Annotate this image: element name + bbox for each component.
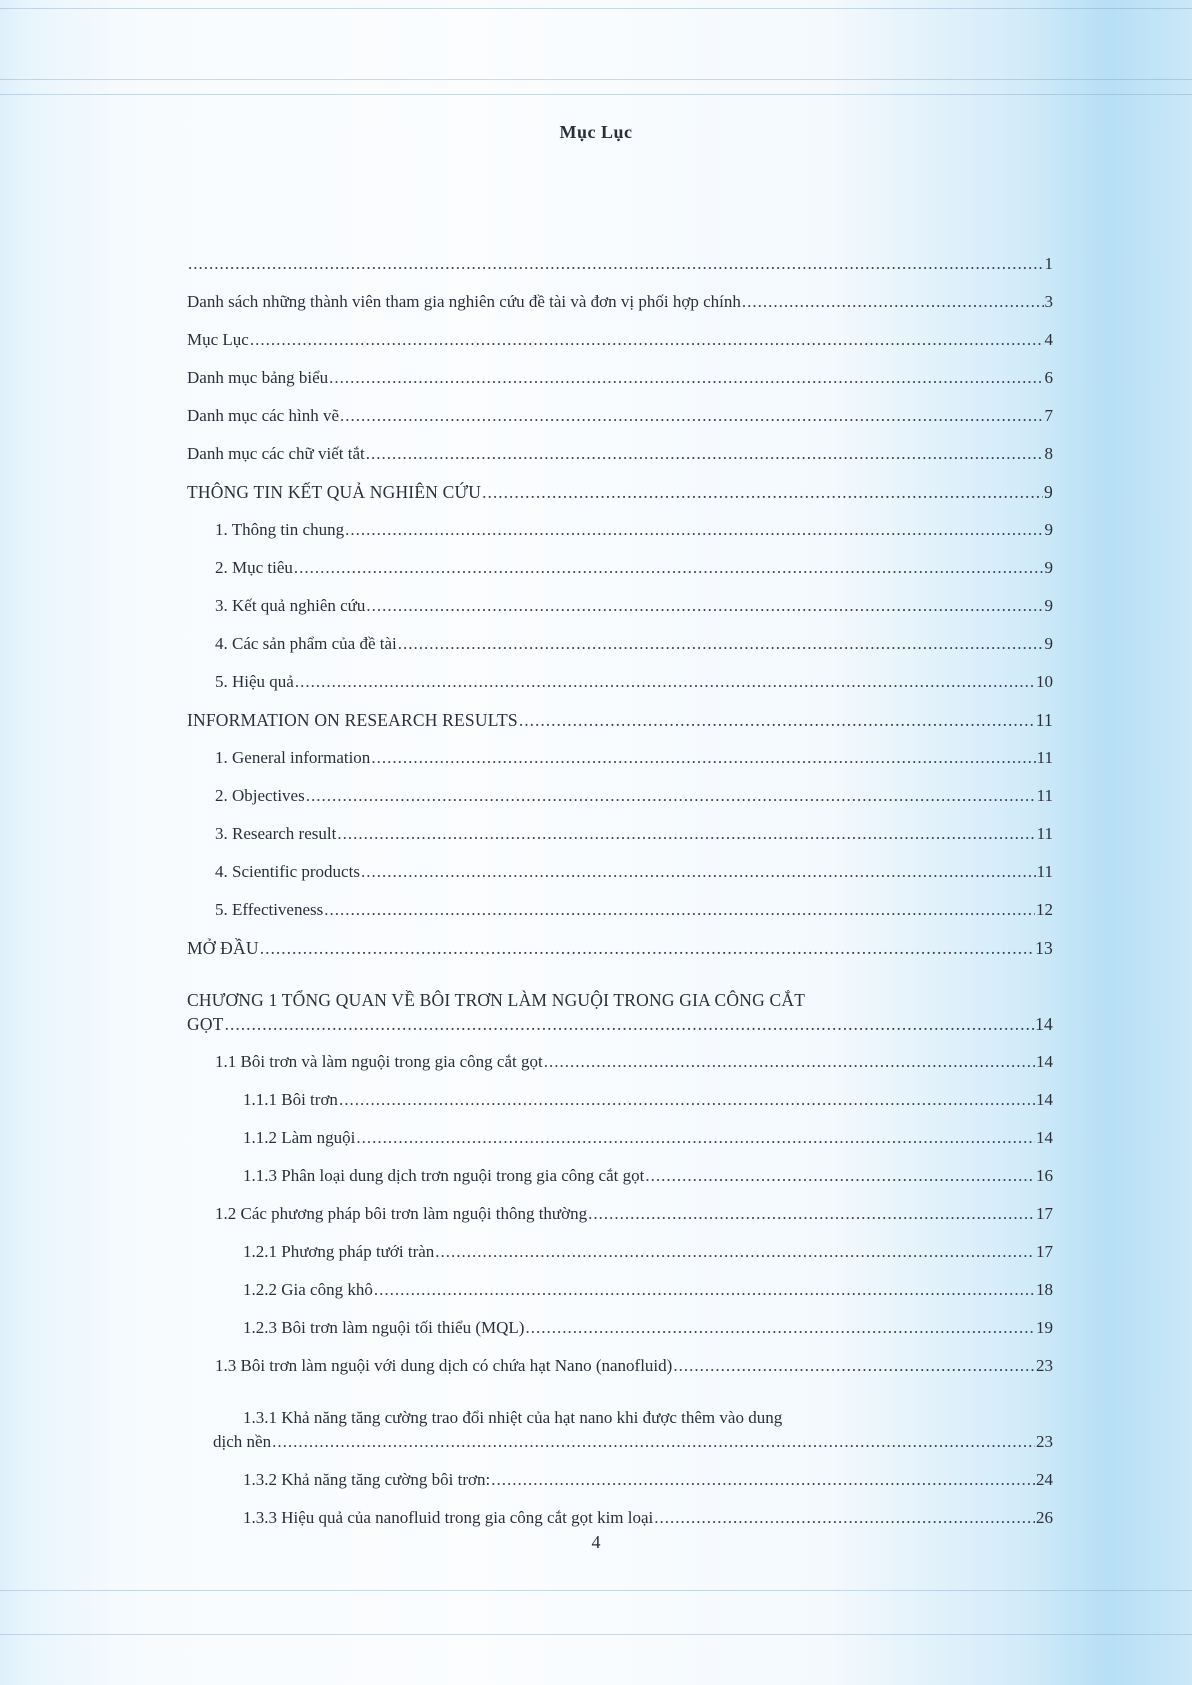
toc-entry-label: 2. Mục tiêu: [215, 558, 293, 577]
page-title: Mục Lục: [559, 122, 633, 142]
toc-entry-page: 11: [1035, 710, 1053, 730]
toc-entry-page: 6: [1044, 368, 1053, 387]
dot-leader: [295, 672, 1035, 692]
toc-entry-page: 14: [1036, 1090, 1053, 1109]
toc-entry[interactable]: [187, 658, 1053, 696]
toc-entry-label: 2. Objectives: [215, 786, 305, 805]
toc-entry-page: 11: [1036, 824, 1053, 843]
toc-entry[interactable]: [187, 506, 1053, 544]
toc-entry-label: 1.1 Bôi trơn và làm nguội trong gia công cắt gọt: [215, 1052, 543, 1071]
toc-entry-page: 3: [1044, 292, 1053, 311]
dot-leader: [544, 1052, 1035, 1072]
toc-entry-page: 14: [1036, 1052, 1053, 1071]
toc-entry-label: Danh sách những thành viên tham gia nghiên cứu đề tài và đơn vị phối hợp chính: [187, 292, 741, 311]
toc-entry-label: 5. Hiệu quả: [215, 672, 294, 691]
toc-entry-label: 1.3.2 Khả năng tăng cường bôi trơn:: [243, 1470, 491, 1489]
toc-entry-label: Danh mục các chữ viết tắt: [187, 444, 365, 463]
toc-entry-page: 10: [1036, 672, 1053, 691]
toc-entry-page: 18: [1036, 1280, 1053, 1299]
toc-entry[interactable]: [187, 924, 1053, 962]
toc-entry-label: 5. Effectiveness: [215, 900, 324, 919]
toc-entry-page: 16: [1036, 1166, 1053, 1185]
toc-entry-page: 19: [1036, 1318, 1053, 1337]
toc-entry-label: 3. Research result: [215, 824, 337, 843]
toc-entry-page: 23: [1036, 1356, 1053, 1375]
toc-entry-page: 9: [1044, 634, 1053, 653]
toc-entry-label: Danh mục bảng biểu: [187, 368, 329, 387]
toc-entry-page: 23: [1036, 1432, 1053, 1451]
toc-entry-page: 1: [1044, 254, 1053, 273]
toc-entry-label: 1.2.2 Gia công khô: [243, 1280, 373, 1299]
toc-entry[interactable]: [187, 1456, 1053, 1494]
toc-entry[interactable]: [187, 1190, 1053, 1228]
dot-leader: [482, 482, 1043, 502]
toc-entry-label: 1.2 Các phương pháp bôi trơn làm nguội thông thường: [215, 1204, 588, 1223]
toc-entry-label: 3. Kết quả nghiên cứu: [215, 596, 366, 615]
dot-leader: [435, 1242, 1035, 1262]
scan-line: [0, 1590, 1192, 1591]
dot-leader: [525, 1318, 1035, 1338]
toc-entry[interactable]: [187, 1114, 1053, 1152]
toc-entry[interactable]: [187, 848, 1053, 886]
toc-entry[interactable]: [187, 1076, 1053, 1114]
toc-entry[interactable]: [187, 354, 1053, 392]
toc-entry[interactable]: [187, 810, 1053, 848]
dot-leader: [345, 520, 1043, 540]
toc-entry[interactable]: [187, 1038, 1053, 1076]
toc-entry-label-continued: GỌT: [187, 1014, 224, 1034]
toc-entry-page: 24: [1036, 1470, 1053, 1489]
toc-entry-label: 1. Thông tin chung: [215, 520, 345, 539]
dot-leader: [250, 330, 1044, 350]
dot-leader: [272, 1432, 1035, 1452]
toc-entry-page: 11: [1036, 748, 1053, 767]
dot-leader: [491, 1470, 1035, 1490]
toc-entry-page: 7: [1044, 406, 1053, 425]
toc-entry-label: 4. Scientific products: [215, 862, 360, 881]
dot-leader: [188, 254, 1044, 274]
toc-entry[interactable]: [187, 620, 1053, 658]
dot-leader: [356, 1128, 1035, 1148]
scan-line: [0, 8, 1192, 9]
toc-entry-page: 17: [1036, 1242, 1053, 1261]
toc-entry[interactable]: [187, 582, 1053, 620]
dot-leader: [339, 1090, 1035, 1110]
toc-entry[interactable]: [187, 696, 1053, 734]
dot-leader: [329, 368, 1043, 388]
dot-leader: [654, 1508, 1035, 1528]
toc-entry[interactable]: [187, 1494, 1053, 1532]
scan-line: [0, 79, 1192, 80]
toc-entry-page: 9: [1044, 482, 1053, 502]
toc-entry-label: 1.3.1 Khả năng tăng cường trao đổi nhiệt của hạt nano khi được thêm vào dung: [243, 1408, 783, 1427]
dot-leader: [294, 558, 1044, 578]
toc-entry-label: 1.1.3 Phân loại dung dịch trơn nguội trong gia công cắt gọt: [243, 1166, 645, 1185]
toc-entry[interactable]: [187, 544, 1053, 582]
toc-entry[interactable]: [187, 734, 1053, 772]
dot-leader: [225, 1014, 1035, 1034]
dot-leader: [324, 900, 1035, 920]
toc-entry-label: Danh mục các hình vẽ: [187, 406, 339, 425]
toc-entry[interactable]: [187, 886, 1053, 924]
toc-entry[interactable]: [187, 278, 1053, 316]
table-of-contents: [187, 240, 1053, 1532]
toc-entry-page: 9: [1044, 520, 1053, 539]
toc-entry-page: 14: [1036, 1128, 1053, 1147]
toc-entry[interactable]: [187, 1228, 1053, 1266]
toc-entry[interactable]: [187, 392, 1053, 430]
toc-entry-label: 1.2.3 Bôi trơn làm nguội tối thiểu (MQL): [243, 1318, 525, 1337]
toc-entry-page: 11: [1036, 862, 1053, 881]
toc-entry[interactable]: [187, 1342, 1053, 1380]
dot-leader: [260, 938, 1034, 958]
toc-entry-label: Mục Lục: [187, 330, 249, 349]
toc-entry-label: MỞ ĐẦU: [187, 938, 259, 958]
toc-entry-page: 11: [1036, 786, 1053, 805]
toc-entry[interactable]: [187, 1152, 1053, 1190]
dot-leader: [366, 596, 1043, 616]
dot-leader: [371, 748, 1035, 768]
toc-entry[interactable]: [187, 962, 1053, 1038]
toc-entry[interactable]: [187, 430, 1053, 468]
toc-entry-page: 12: [1036, 900, 1053, 919]
scan-line: [0, 1634, 1192, 1635]
dot-leader: [519, 710, 1035, 730]
toc-entry[interactable]: [187, 240, 1053, 278]
toc-entry-label: 1.1.2 Làm nguội: [243, 1128, 356, 1147]
toc-entry-label: THÔNG TIN KẾT QUẢ NGHIÊN CỨU: [187, 482, 482, 502]
toc-entry-label: INFORMATION ON RESEARCH RESULTS: [187, 710, 518, 730]
dot-leader: [337, 824, 1035, 844]
toc-entry-label: 1.3.3 Hiệu quả của nanofluid trong gia công cắt gọt kim loại: [243, 1508, 654, 1527]
toc-entry-label: 1.3 Bôi trơn làm nguội với dung dịch có chứa hạt Nano (nanofluid): [215, 1356, 673, 1375]
dot-leader: [398, 634, 1044, 654]
toc-entry-page: 14: [1035, 1014, 1053, 1034]
page-number: 4: [591, 1532, 601, 1552]
scan-line: [0, 94, 1192, 95]
toc-entry-label: 1.1.1 Bôi trơn: [243, 1090, 338, 1109]
dot-leader: [340, 406, 1044, 426]
dot-leader: [742, 292, 1044, 312]
toc-entry[interactable]: [187, 772, 1053, 810]
dot-leader: [361, 862, 1036, 882]
toc-entry[interactable]: [187, 468, 1053, 506]
toc-entry-page: 13: [1035, 938, 1053, 958]
toc-entry-label: 4. Các sản phẩm của đề tài: [215, 634, 397, 653]
toc-entry-page: 9: [1044, 558, 1053, 577]
dot-leader: [366, 444, 1044, 464]
dot-leader: [645, 1166, 1035, 1186]
toc-entry-page: 8: [1044, 444, 1053, 463]
toc-entry[interactable]: [187, 1304, 1053, 1342]
toc-entry[interactable]: [187, 1380, 1053, 1456]
dot-leader: [588, 1204, 1035, 1224]
toc-entry-page: 4: [1044, 330, 1053, 349]
toc-entry-label: 1.2.1 Phương pháp tưới tràn: [243, 1242, 435, 1261]
toc-entry[interactable]: [187, 1266, 1053, 1304]
toc-entry-label: 1. General information: [215, 748, 371, 767]
toc-entry[interactable]: [187, 316, 1053, 354]
dot-leader: [374, 1280, 1035, 1300]
dot-leader: [306, 786, 1036, 806]
toc-entry-label-continued: dịch nền: [213, 1432, 272, 1451]
toc-entry-label: CHƯƠNG 1 TỔNG QUAN VỀ BÔI TRƠN LÀM NGUỘI TRONG GIA CÔNG CẮT: [187, 990, 806, 1010]
dot-leader: [673, 1356, 1035, 1376]
toc-entry-page: 17: [1036, 1204, 1053, 1223]
toc-entry-page: 26: [1036, 1508, 1053, 1527]
toc-entry-page: 9: [1044, 596, 1053, 615]
